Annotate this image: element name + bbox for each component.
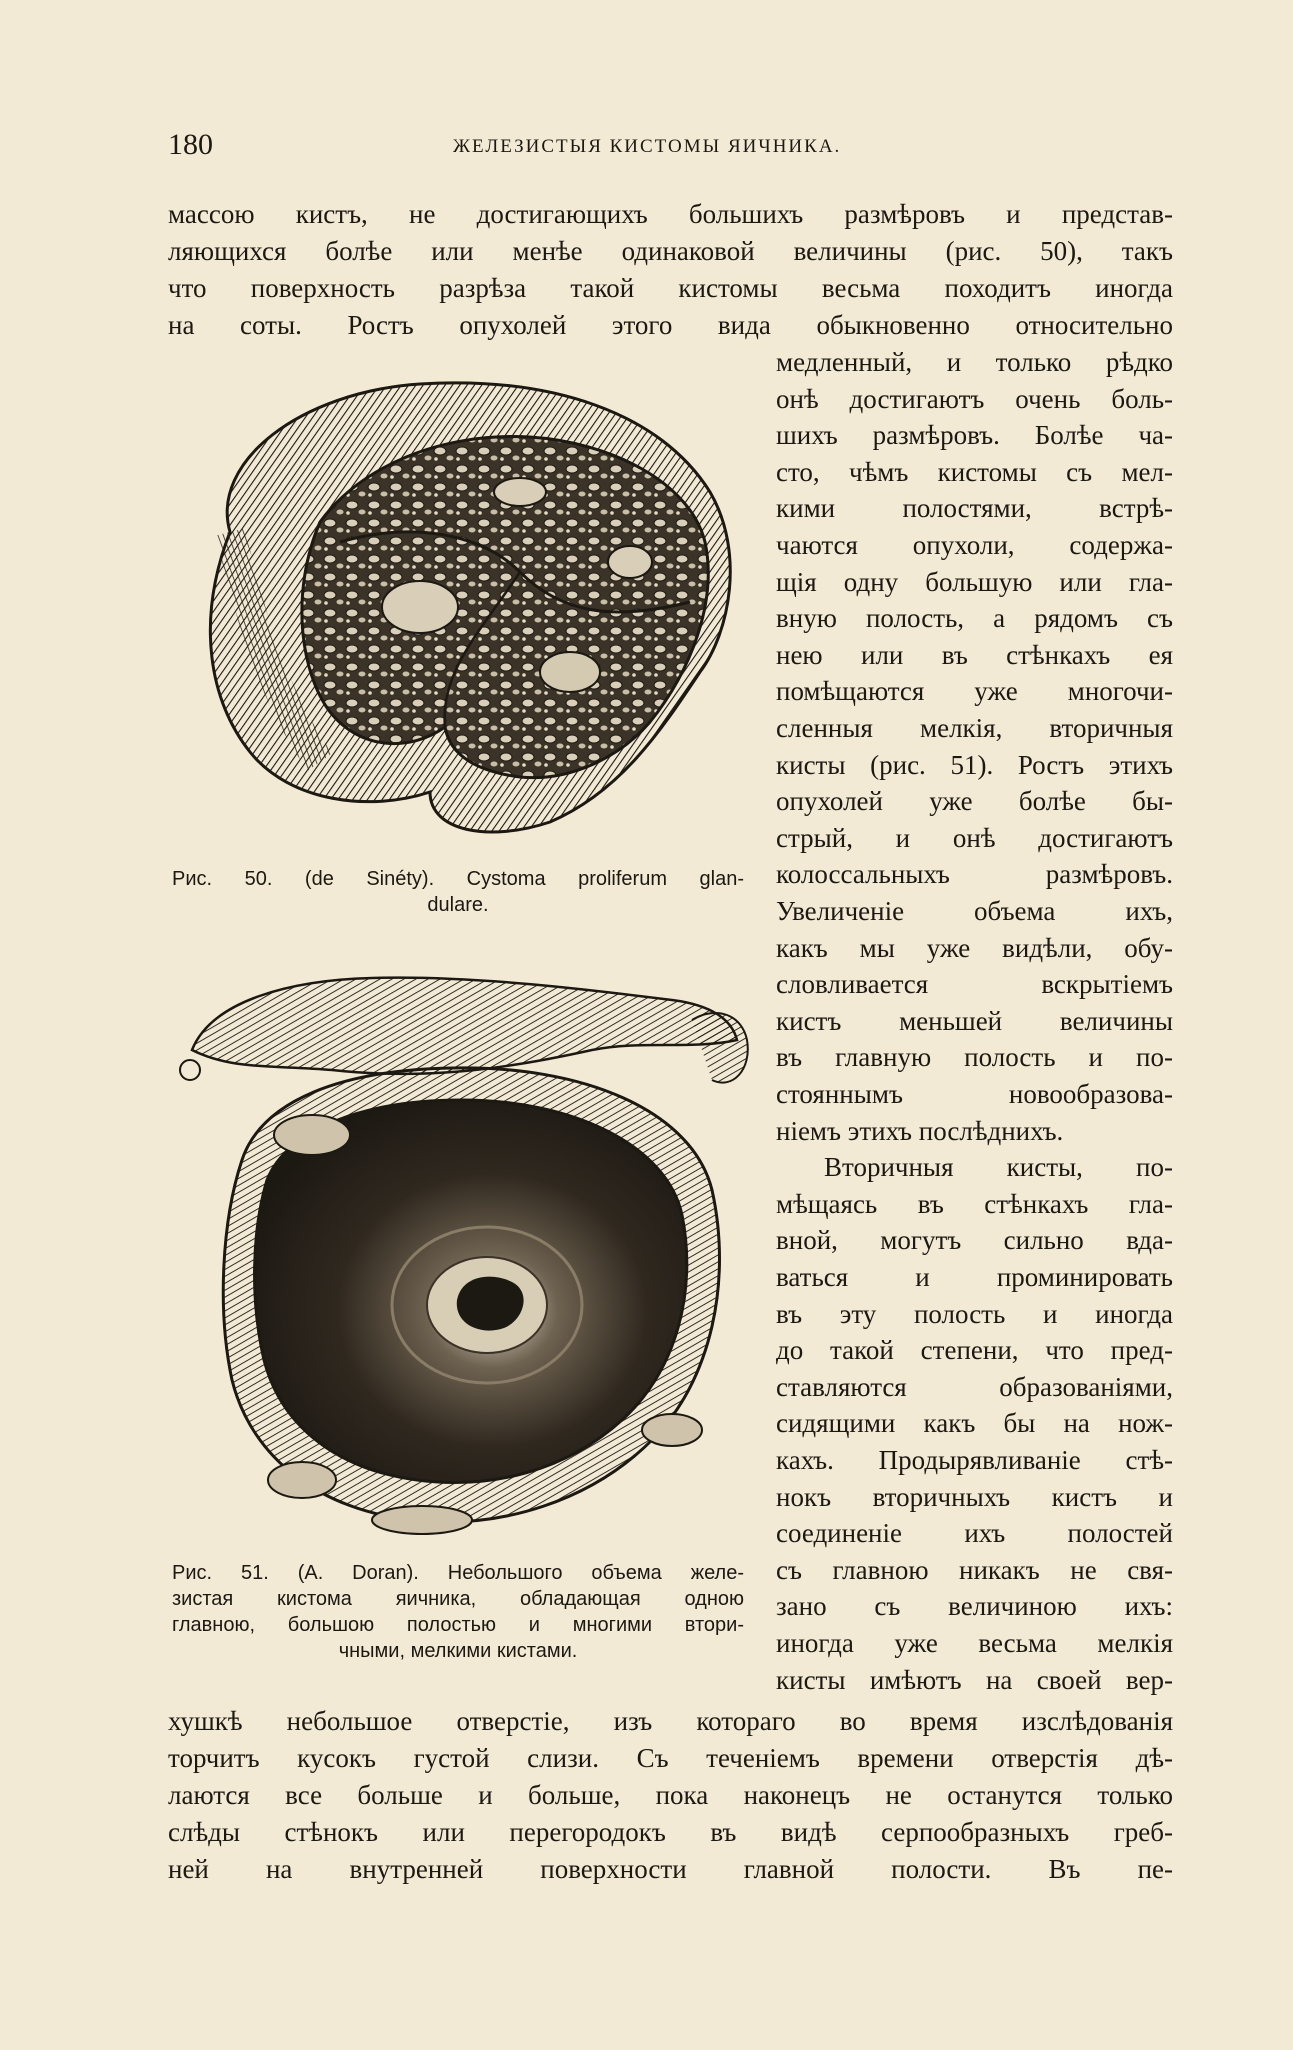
right-column-line: сидящими какъ бы на нож- [776,1408,1173,1439]
right-column-line: зано съ величиною ихъ: [776,1591,1173,1622]
right-column-line: Увеличеніе объема ихъ, [776,896,1173,926]
body-line: что поверхность разрѣза такой кистомы весьма походитъ иногда [168,273,1173,303]
figure-50-caption-line: Рис. 50. (de Sinéty). Cystoma proliferum glan- [172,868,744,890]
figure-51-caption-line: зистая кистома яичника, обладающая одною [172,1588,744,1610]
right-column-line: въ эту полость и иногда [776,1298,1173,1329]
figure-51-illustration [172,960,762,1545]
running-title: ЖЕЛЕЗИСТЫЯ КИСТОМЫ ЯИЧНИКА. [453,136,842,157]
figure-50-caption-line: dulare. [427,894,489,916]
right-column-line: кисты имѣютъ на своей вер- [776,1664,1173,1695]
right-column-line: онѣ достигаютъ очень боль- [776,383,1173,414]
right-column-line: иногда уже весьма мелкія [776,1628,1173,1658]
body-line: массою кистъ, не достигающихъ большихъ размѣровъ и представ- [168,199,1173,229]
right-column-line: ніемъ этихъ послѣднихъ. [776,1115,1064,1146]
figure-50-illustration [190,372,750,842]
right-column-line: мѣщаясь въ стѣнкахъ гла- [776,1188,1173,1219]
right-column-line: какъ мы уже видѣли, обу- [776,932,1173,963]
body-line: лаются все больше и больше, пока наконецъ не останутся только [168,1780,1173,1810]
right-column-line: чаются опухоли, содержа- [776,530,1173,560]
right-column-line: сто, чѣмъ кистомы съ мел- [776,456,1173,487]
right-column-line: нокъ вторичныхъ кистъ и [776,1481,1173,1512]
right-column-line: стояннымъ новообразова- [776,1079,1173,1109]
right-column-line: соединеніе ихъ полостей [776,1518,1173,1549]
body-line: торчитъ кусокъ густой слизи. Съ теченіемъ времени отверстія дѣ- [168,1743,1173,1773]
body-line: ляющихся болѣе или менѣе одинаковой величины (рис. 50), такъ [168,236,1173,266]
right-column-line: кистъ меньшей величины [776,1005,1173,1036]
right-column-line: ставляются образованіями, [776,1371,1173,1402]
right-column-line: ваться и проминировать [776,1262,1173,1292]
right-column-line: помѣщаются уже многочи- [776,676,1173,707]
right-column-line: колоссальныхъ размѣровъ. [776,859,1173,890]
right-column-line: сленныя мелкія, вторичныя [776,713,1173,743]
right-column-line: Вторичныя кисты, по- [824,1152,1173,1183]
right-column-line: медленный, и только рѣдко [776,347,1173,377]
right-column-line: опухолей уже болѣе бы- [776,786,1173,817]
right-column-line: шихъ размѣровъ. Болѣе ча- [776,420,1173,451]
right-column-line: съ главною никакъ не свя- [776,1554,1173,1585]
running-header [168,128,1168,168]
figure-51-caption-line: чными, мелкими кистами. [338,1640,578,1662]
right-column-line: вной, могутъ сильно вда- [776,1225,1173,1256]
right-column-line: стрый, и онѣ достигаютъ [776,822,1173,853]
right-column-line: въ главную полость и по- [776,1042,1173,1073]
body-line: слѣды стѣнокъ или перегородокъ въ видѣ серпообразныхъ греб- [168,1817,1173,1847]
right-column-line: кисты (рис. 51). Ростъ этихъ [776,749,1173,780]
figure-51-caption-line: Рис. 51. (A. Doran). Небольшого объема желе- [172,1562,744,1584]
body-line: на соты. Ростъ опухолей этого вида обыкновенно относительно [168,310,1173,340]
right-column-line: нею или въ стѣнкахъ ея [776,639,1173,670]
right-column-line: кахъ. Продырявливаніе стѣ- [776,1445,1173,1475]
right-column-line: кими полостями, встрѣ- [776,493,1173,524]
body-line: ней на внутренней поверхности главной полости. Въ пе- [168,1854,1173,1884]
right-column-line: щія одну большую или гла- [776,566,1173,597]
right-column-line: словливается вскрытіемъ [776,969,1173,1000]
body-line: хушкѣ небольшое отверстіе, изъ котораго во время изслѣдованія [168,1706,1173,1736]
page-number: 180 [168,128,213,161]
right-column-line: вную полость, а рядомъ съ [776,603,1173,634]
figure-51-caption-line: главною, большою полостью и многими втори- [172,1614,744,1636]
right-column-line: до такой степени, что пред- [776,1335,1173,1366]
